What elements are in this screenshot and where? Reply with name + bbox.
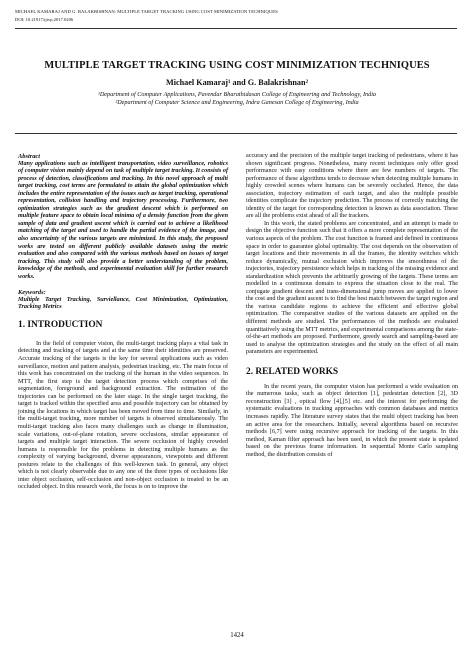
intro-paragraph-2: In this work, the stated problems are concentrated, and an attempt is made to design the objective function such that it offers a more complete representation of the various aspects of the problem. The cost function is framed and defined in continuous space in order to guarantee global optimality. The cost depends on the observation of target locations and their movements in all the frames, the identity switches which reduce dynamically, mutual exclusion which improves the smoothness of the trajectories, trajectory persistence which helps in tracking of the missing evidence and standardization which prevents the arbitrarily growing of the targets. These terms are modelled in a continuous domain to express the situation close to the real. The conjugate gradient descent and trans-dimensional jump moves are applied to lower the cost and the gradient ascent is to find the best match between the target region and the various candidate regions to achieve the efficient and effective global optimization. The comparative studies of the various datasets are applied on the different methods are studied. The performances of the methods are evaluated quantitatively using the MTT metrics, and experimental comparisons among the state-of-the-art methods are proposed. Furthermore, greedy search and sampling-based are used to analyse the optimization strategies and the study on the effect of all main parameters are experimented. <box>246 220 458 356</box>
title-block-rule <box>15 133 457 134</box>
section-2-heading: 2. RELATED WORKS <box>246 366 339 377</box>
affiliation-1: ¹Department of Computer Applications, Pavendar Bharathidasan College of Engineering and Technology, India <box>97 91 377 98</box>
page-number: 1424 <box>230 632 244 639</box>
affiliation-2: ²Department of Computer Science and Engineering, Indra Ganesan College of Engineering, India <box>115 99 359 106</box>
paper-title: MULTIPLE TARGET TRACKING USING COST MINIMIZATION TECHNIQUES <box>44 60 430 71</box>
keywords-heading: Keywords: <box>18 289 46 297</box>
abstract-heading: Abstract <box>18 153 41 160</box>
left-column <box>18 153 228 492</box>
doi: DOI: 10.21917/ijivp.2017.0206 <box>15 17 74 22</box>
intro-continued-paragraph: accuracy and the precision of the multiple target tracking of pedestrians, where it has shown significant progress. Nonetheless, many recent techniques only offer good performance with easy conditions where there are few numbers of targets. The performance of these algorithms tends to decrease when detecting multiple humans in highly crowded scenes where humans can be severely occluded. Hence, the data association, trajectory estimation of each target, and also the multiple possible identities complicate the trajectory prediction. The process of correctly matching the identity of the target for corresponding detection is known as data association. These are all the problems exist ahead of all the trackers. <box>246 153 458 220</box>
section-1-text: In the field of computer vision, the multi-target tracking plays a vital task in detecting and tracking of targets and at the same time their identities are preserved. Accurate tracking of the targets is the key for several applications such as video surveillance, motion and pattern analysis, pedestrian tracking, etc. The main focus of this work has concentrated on the tracking of the human in the video sequences. In MTT, the first step is the target detection process which comprises of the segmentation, foreground and background extraction. The estimation of the trajectories can be performed on the later stage. In the single target tracking, the target is tracked within the specified area and possible trajectory can be obtained by joining the locations in which target has been moved from time to time. Similarly, in the multi-target tracking, more number of targets is observed simultaneously. The multi-target tracking also faces many challenges such as change in illumination, scale variations, out-of-plane rotation, severe occlusions, similar appearance of targets and multiple target interaction. The severe occlusion of highly crowded humans is responsible for the problems in detecting multiple humans as the complexity of varying background, diverse appearances, viewpoints and different postures relate to the challenges of this well-known task. In general, any object which is not clearly observable due to any one of the three types of occlusions like inter object occlusion, self-occlusion and non-object occlusion is treated to be an occluded object. In this research work, the focus is on to improve the <box>18 340 228 491</box>
abstract-text: Many applications such as intelligent transportation, video surveillance, robotics of computer vision mainly depend on task of multiple target tracking. It consists of process of detection, classifications and tracking. In this novel approach of multi target tracking, cost terms are formulated to attain the global optimization which includes the entire representation of the issues such as target tracking, operational representation, collision handling and trajectory processing. Furthermore, two optimization strategies such as the gradient descent which is performed on multiple feature space to obtain local minima of a density function from the given sample of data and gradient ascent which is carried out to achieve a likelihood matching of the target and used to handle the partial evidence of the image, and also uncertainty of the various targets are minimized. In this study, the proposed works are tested on different publicly available datasets using the metric evaluation and also compared with the various methods based on issues of target tracking. This study will also provide a better understanding of the problem, knowledge of the methods, and experimental evaluation skill for further research works. <box>18 160 228 280</box>
right-column <box>246 153 458 459</box>
header-rule <box>15 28 457 29</box>
authors: Michael Kamaraj¹ and G. Balakrishnan² <box>165 78 309 87</box>
running-header: MICHAEL KAMARAJ AND G. BALAKRISHNAN: MULTIPLE TARGET TRACKING USING COST MINIMIZATION TECHNIQUES <box>15 9 278 14</box>
section-2-text: In the recent years, the computer vision has performed a wide evaluation on the numerous tasks, such as object detection [1], pedestrian detection [2], 3D reconstruction [3] , optical flow [4],[5] etc. and the interest for performing the systematic evaluations in tracking approaches with common databases and metrics increases rapidly. The literature survey states that the multi object tracking has been an active area for the researchers. Initially, several algorithms based on recursive methods [6,7] were using recursive approach for tracking of the targets. In this method, Kaman filter approach has been used, in which the present state is updated based on the previous frame information. In sequential Monte Carlo sampling method, the distribution consists of <box>246 383 458 458</box>
keywords-text: Multiple Target Tracking, Surviellance, Cost Minimization, Optimization, Tracking Metrics <box>18 296 228 311</box>
section-1-heading: 1. INTRODUCTION <box>18 319 103 330</box>
